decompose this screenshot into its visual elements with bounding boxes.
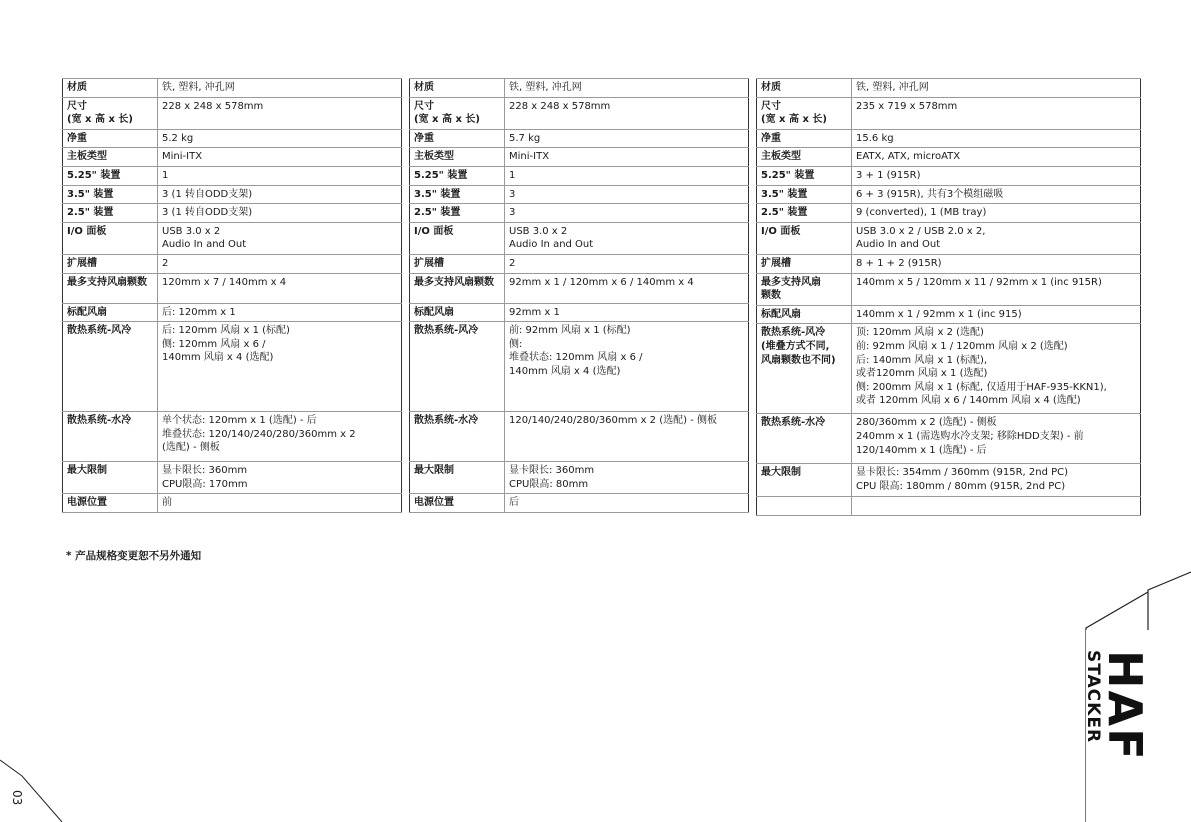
spec-value: 15.6 kg <box>852 129 1141 148</box>
spec-label: 2.5" 装置 <box>63 204 158 223</box>
spec-row <box>63 79 402 98</box>
spec-value: 单个状态: 120mm x 1 (选配) - 后 堆叠状态: 120/140/240/280/360mm x 2 (选配) - 侧板 <box>158 412 402 462</box>
spec-value: 后: 120mm 风扇 x 1 (标配) 侧: 120mm 风扇 x 6 / 140mm 风扇 x 4 (选配) <box>158 322 402 412</box>
spec-row <box>63 204 402 223</box>
spec-row <box>410 222 749 254</box>
page-number: 03 <box>10 790 24 806</box>
spec-label: 最大限制 <box>63 462 158 494</box>
spec-value: 92mm x 1 <box>505 303 749 322</box>
spec-label: 最多支持风扇颗数 <box>410 273 505 303</box>
spec-label: 5.25" 装置 <box>63 166 158 185</box>
spec-label: 标配风扇 <box>410 303 505 322</box>
spec-value: 280/360mm x 2 (选配) - 侧板 240mm x 1 (需选购水冷支架; 移除HDD支架) - 前 120/140mm x 1 (选配) - 后 <box>852 414 1141 464</box>
spec-value: 3 (1 转自ODD支架) <box>158 204 402 223</box>
spec-label: 主板类型 <box>63 148 158 167</box>
spec-label: 最多支持风扇颗数 <box>63 273 158 303</box>
spec-row <box>410 97 749 129</box>
spec-label: 2.5" 装置 <box>757 204 852 223</box>
spec-row <box>63 129 402 148</box>
spec-value: 3 (1 转自ODD支架) <box>158 185 402 204</box>
logo-sub-text: STACKER <box>1083 650 1103 744</box>
spec-row <box>757 496 1141 515</box>
spec-row <box>410 273 749 303</box>
spec-value: USB 3.0 x 2 Audio In and Out <box>158 222 402 254</box>
spec-value: 铁, 塑料, 冲孔网 <box>505 79 749 98</box>
spec-value: 显卡限长: 354mm / 360mm (915R, 2nd PC) CPU 限高: 180mm / 80mm (915R, 2nd PC) <box>852 464 1141 496</box>
spec-label: 散热系统-水冷 <box>757 414 852 464</box>
spec-value: 140mm x 1 / 92mm x 1 (inc 915) <box>852 305 1141 324</box>
spec-value: 228 x 248 x 578mm <box>158 97 402 129</box>
spec-value: 3 <box>505 204 749 223</box>
spec-label: 散热系统-风冷 <box>410 322 505 412</box>
spec-row <box>757 129 1141 148</box>
spec-label: 最大限制 <box>410 462 505 494</box>
spec-value: 1 <box>505 166 749 185</box>
spec-value: 显卡限长: 360mm CPU限高: 170mm <box>158 462 402 494</box>
spec-label: 5.25" 装置 <box>410 166 505 185</box>
spec-row <box>757 204 1141 223</box>
spec-label: 最多支持风扇 颗数 <box>757 273 852 305</box>
spec-label: 净重 <box>63 129 158 148</box>
logo-main-text: HAF <box>1098 650 1152 762</box>
spec-label: 散热系统-风冷 (堆叠方式不同, 风扇颗数也不同) <box>757 324 852 414</box>
spec-label: 散热系统-水冷 <box>63 412 158 462</box>
spec-value: 顶: 120mm 风扇 x 2 (选配) 前: 92mm 风扇 x 1 / 120mm 风扇 x 2 (选配) 后: 140mm 风扇 x 1 (标配), 或者120mm 风扇 x 1 (选配) 侧: 200mm 风扇 x 1 (标配, 仅适用于HAF-935-KKN1), 或者 120mm 风扇 x 6 / 140mm 风扇 x 4 (选配) <box>852 324 1141 414</box>
spec-value <box>852 496 1141 515</box>
spec-value: 铁, 塑料, 冲孔网 <box>852 79 1141 98</box>
spec-value: 2 <box>505 254 749 273</box>
spec-row <box>757 414 1141 464</box>
spec-label: 3.5" 装置 <box>410 185 505 204</box>
spec-table-1 <box>62 78 402 513</box>
spec-row <box>410 494 749 513</box>
spec-label: 材质 <box>63 79 158 98</box>
spec-row <box>63 273 402 303</box>
spec-value: 后: 120mm x 1 <box>158 303 402 322</box>
spec-row <box>410 185 749 204</box>
spec-row <box>410 462 749 494</box>
spec-label: I/O 面板 <box>410 222 505 254</box>
spec-row <box>63 462 402 494</box>
spec-label: 最大限制 <box>757 464 852 496</box>
spec-value: 120mm x 7 / 140mm x 4 <box>158 273 402 303</box>
spec-row <box>63 222 402 254</box>
spec-row <box>410 412 749 462</box>
spec-label: 5.25" 装置 <box>757 166 852 185</box>
spec-label: I/O 面板 <box>63 222 158 254</box>
spec-label: 材质 <box>757 79 852 98</box>
spec-label: 扩展槽 <box>63 254 158 273</box>
spec-label: 标配风扇 <box>757 305 852 324</box>
spec-label: 净重 <box>757 129 852 148</box>
spec-value: 显卡限长: 360mm CPU限高: 80mm <box>505 462 749 494</box>
spec-label: 3.5" 装置 <box>757 185 852 204</box>
spec-value: 3 + 1 (915R) <box>852 166 1141 185</box>
spec-label: 3.5" 装置 <box>63 185 158 204</box>
spec-value: 120/140/240/280/360mm x 2 (选配) - 侧板 <box>505 412 749 462</box>
spec-value: 5.2 kg <box>158 129 402 148</box>
spec-label: 净重 <box>410 129 505 148</box>
spec-row <box>410 322 749 412</box>
spec-value: 140mm x 5 / 120mm x 11 / 92mm x 1 (inc 915R) <box>852 273 1141 305</box>
spec-value: 前 <box>158 494 402 513</box>
spec-row <box>757 324 1141 414</box>
spec-value: 后 <box>505 494 749 513</box>
spec-row <box>410 303 749 322</box>
spec-label: 材质 <box>410 79 505 98</box>
spec-row <box>757 185 1141 204</box>
spec-row <box>63 254 402 273</box>
spec-value: 228 x 248 x 578mm <box>505 97 749 129</box>
spec-row <box>757 222 1141 254</box>
spec-value: 铁, 塑料, 冲孔网 <box>158 79 402 98</box>
spec-value: 3 <box>505 185 749 204</box>
spec-label: 主板类型 <box>410 148 505 167</box>
spec-value: 9 (converted), 1 (MB tray) <box>852 204 1141 223</box>
spec-row <box>410 129 749 148</box>
spec-row <box>410 204 749 223</box>
spec-value: Mini-ITX <box>158 148 402 167</box>
spec-row <box>757 79 1141 98</box>
spec-row <box>63 412 402 462</box>
spec-label: 尺寸 (宽 x 高 x 长) <box>63 97 158 129</box>
spec-row <box>63 322 402 412</box>
spec-row <box>410 254 749 273</box>
spec-label: 尺寸 (宽 x 高 x 长) <box>410 97 505 129</box>
spec-row <box>63 148 402 167</box>
spec-row <box>757 254 1141 273</box>
spec-value: 92mm x 1 / 120mm x 6 / 140mm x 4 <box>505 273 749 303</box>
spec-row <box>757 464 1141 496</box>
spec-label: 2.5" 装置 <box>410 204 505 223</box>
spec-table-3 <box>756 78 1141 516</box>
spec-value: 235 x 719 x 578mm <box>852 97 1141 129</box>
spec-row <box>757 148 1141 167</box>
spec-label: 主板类型 <box>757 148 852 167</box>
spec-value: Mini-ITX <box>505 148 749 167</box>
spec-row <box>757 305 1141 324</box>
spec-row <box>63 166 402 185</box>
spec-value: 2 <box>158 254 402 273</box>
spec-label: 电源位置 <box>63 494 158 513</box>
spec-row <box>410 79 749 98</box>
haf-stacker-logo <box>1083 650 1152 762</box>
spec-row <box>410 166 749 185</box>
spec-label: I/O 面板 <box>757 222 852 254</box>
spec-row <box>63 494 402 513</box>
spec-value: EATX, ATX, microATX <box>852 148 1141 167</box>
spec-value: USB 3.0 x 2 Audio In and Out <box>505 222 749 254</box>
spec-label: 尺寸 (宽 x 高 x 长) <box>757 97 852 129</box>
spec-value: 5.7 kg <box>505 129 749 148</box>
spec-label: 电源位置 <box>410 494 505 513</box>
spec-label: 扩展槽 <box>410 254 505 273</box>
spec-label: 散热系统-风冷 <box>63 322 158 412</box>
spec-row <box>410 148 749 167</box>
spec-value: 前: 92mm 风扇 x 1 (标配) 侧: 堆叠状态: 120mm 风扇 x 6 / 140mm 风扇 x 4 (选配) <box>505 322 749 412</box>
spec-value: 8 + 1 + 2 (915R) <box>852 254 1141 273</box>
spec-label: 扩展槽 <box>757 254 852 273</box>
spec-value: USB 3.0 x 2 / USB 2.0 x 2, Audio In and Out <box>852 222 1141 254</box>
spec-row <box>63 303 402 322</box>
spec-row <box>757 166 1141 185</box>
spec-row <box>63 97 402 129</box>
spec-row <box>63 185 402 204</box>
spec-label: 标配风扇 <box>63 303 158 322</box>
spec-label <box>757 496 852 515</box>
spec-table-2 <box>409 78 749 513</box>
spec-value: 6 + 3 (915R), 共有3个模组磁吸 <box>852 185 1141 204</box>
spec-change-note: * 产品规格变更恕不另外通知 <box>66 550 202 562</box>
spec-value: 1 <box>158 166 402 185</box>
spec-row <box>757 273 1141 305</box>
spec-label: 散热系统-水冷 <box>410 412 505 462</box>
spec-row <box>757 97 1141 129</box>
